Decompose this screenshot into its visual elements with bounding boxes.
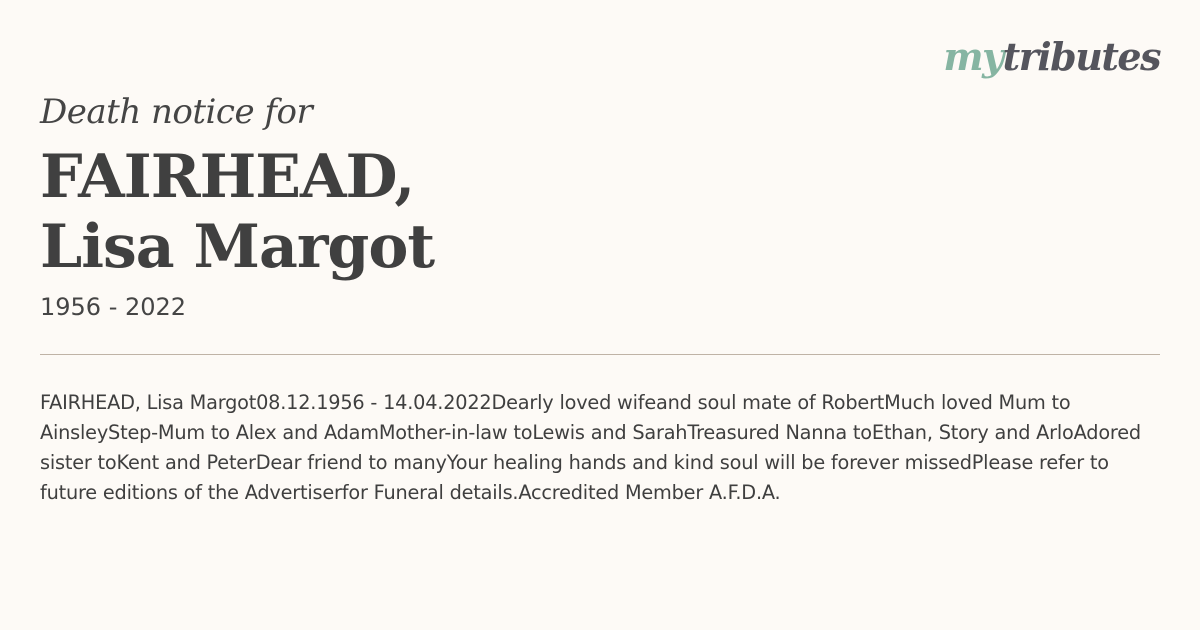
notice-header bbox=[40, 88, 434, 324]
mytributes-logo[interactable] bbox=[943, 34, 1160, 80]
deceased-surname: FAIRHEAD, bbox=[40, 142, 415, 212]
notice-body-text: FAIRHEAD, Lisa Margot08.12.1956 - 14.04.2022Dearly loved wifeand soul mate of RobertMuch loved Mum to AinsleyStep-Mum to Alex and AdamMother-in-law toLewis and SarahTreasured Nanna toEthan, Story and ArloAdored sister toKent and PeterDear friend to manyYour healing hands and kind soul will be forever missedPlease refer to future editions of the Advertiserfor Funeral details.Accredited Member A.F.D.A. bbox=[40, 391, 1141, 504]
deceased-name bbox=[40, 142, 434, 282]
notice-subtitle: Death notice for bbox=[40, 92, 313, 132]
life-years: 1956 - 2022 bbox=[40, 293, 187, 321]
section-divider bbox=[40, 354, 1160, 355]
logo-tributes-text: tributes bbox=[1002, 34, 1160, 79]
logo-my-text: my bbox=[943, 34, 1003, 79]
deceased-given-names: Lisa Margot bbox=[40, 212, 435, 282]
